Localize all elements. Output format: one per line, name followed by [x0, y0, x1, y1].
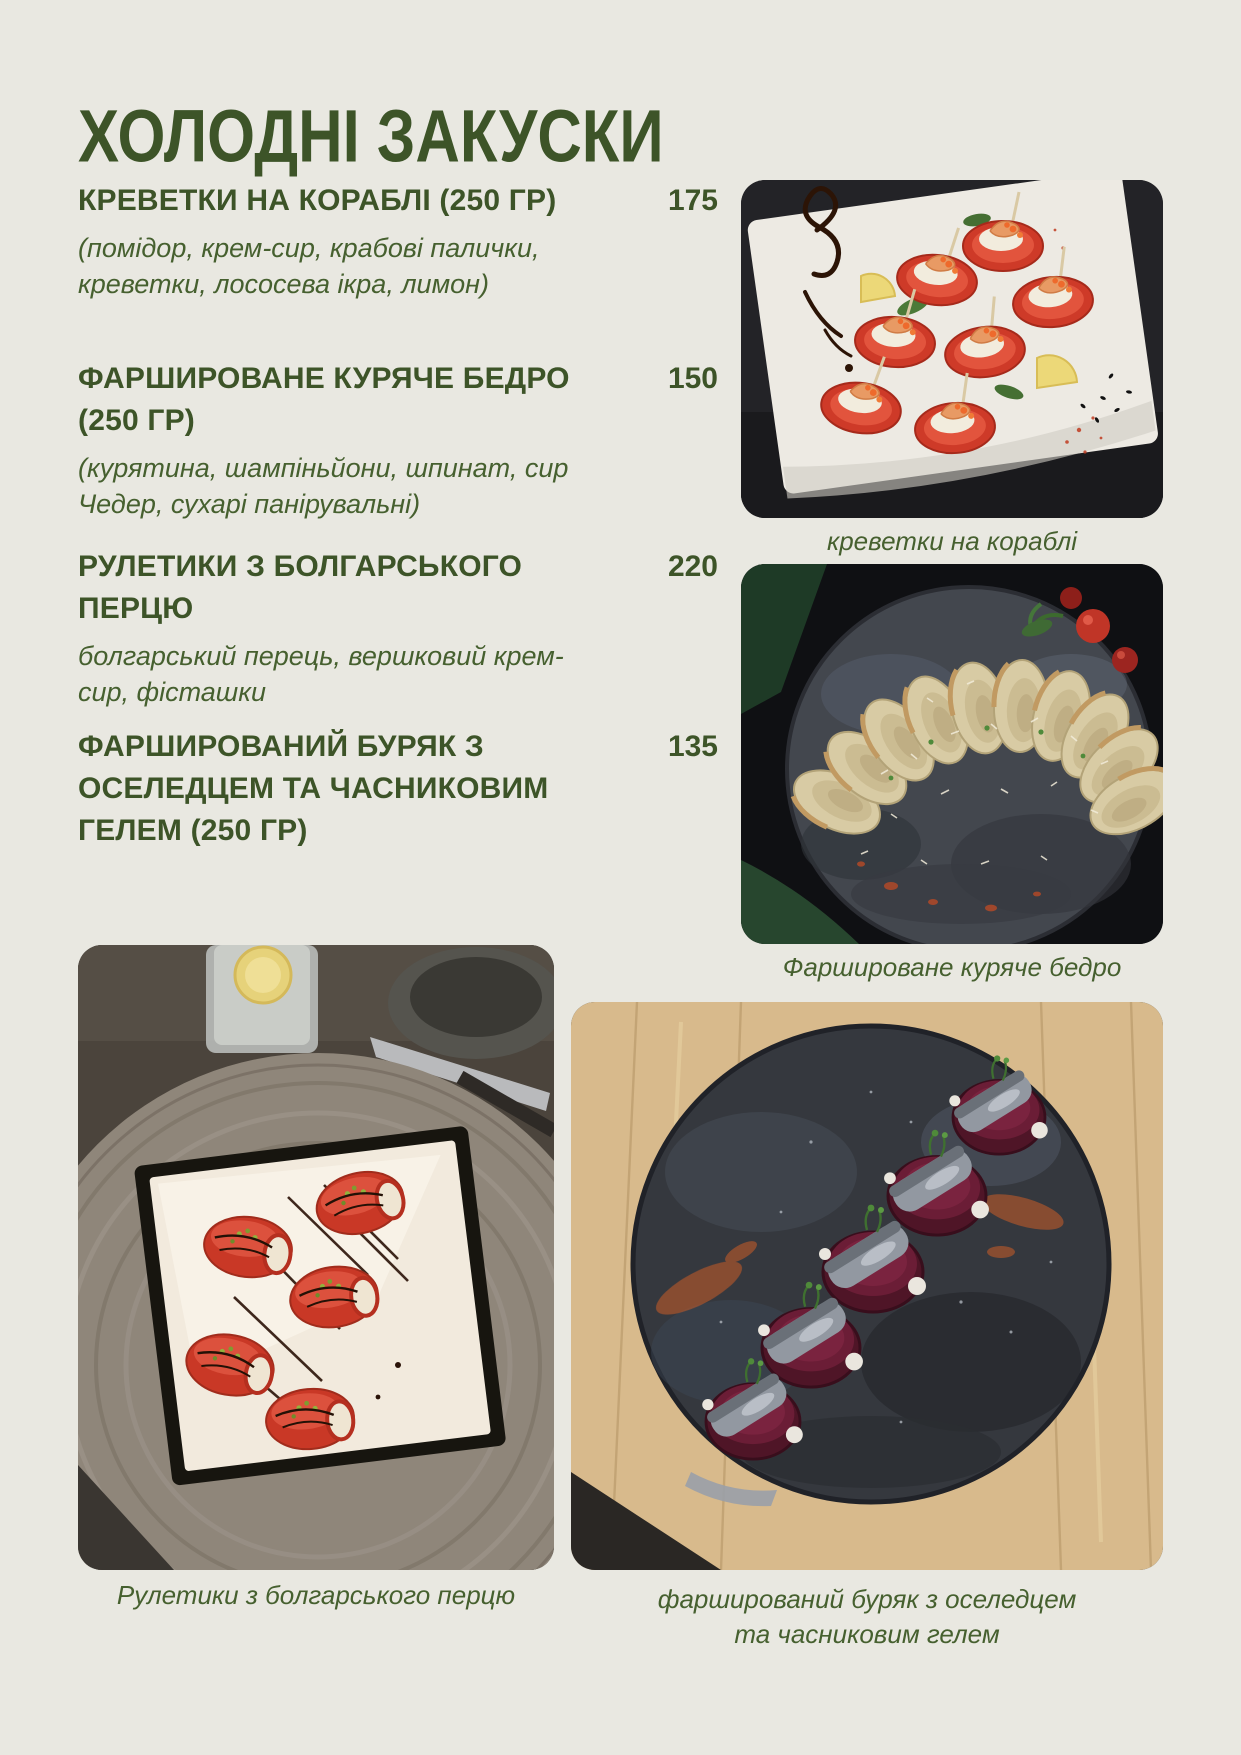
photo-pepper-rolls [78, 945, 554, 1570]
photo-stuffed-chicken-thigh [741, 564, 1163, 944]
menu-item-chicken [78, 358, 718, 522]
menu-item-name: ФАРШИРОВАНЕ КУРЯЧЕ БЕДРО (250 ГР) [78, 362, 570, 437]
menu-item-description: (помідор, крем-сир, крабові палички, креветки, лососева ікра, лимон) [78, 233, 540, 299]
menu-item-beet [78, 726, 718, 852]
photo-shrimp-on-ship [741, 180, 1163, 518]
page-title: ХОЛОДНІ ЗАКУСКИ [78, 94, 664, 178]
shrimp-photo-illustration [741, 180, 1163, 518]
photo-caption-text: фарширований буряк з оселедцем та часниковим гелем [657, 1584, 1077, 1649]
chicken-photo-illustration [741, 564, 1163, 944]
menu-item-price: 175 [667, 184, 718, 217]
menu-item-description: (курятина, шампіньйони, шпинат, сир Чедер, сухарі панірувальні) [78, 453, 569, 519]
pepper-rolls-photo-illustration [78, 945, 554, 1570]
photo-caption: Рулетики з болгарського перцю [116, 1580, 516, 1610]
photo-caption: Фаршироване куряче бедро [782, 952, 1122, 982]
menu-item-pepper-rolls [78, 546, 718, 710]
photo-caption: креветки на кораблі [826, 526, 1078, 556]
glass-with-lemon [206, 945, 318, 1053]
photo-caption [571, 1582, 1163, 1652]
menu-item-shrimp [78, 180, 718, 302]
menu-item-name: ФАРШИРОВАНИЙ БУРЯК З ОСЕЛЕДЦЕМ ТА ЧАСНИКОВИМ ГЕЛЕМ (250 ГР) [78, 730, 549, 847]
menu-item-name: КРЕВЕТКИ НА КОРАБЛІ (250 ГР) [78, 184, 557, 217]
menu-item-price: 220 [667, 550, 718, 583]
menu-item-name: РУЛЕТИКИ З БОЛГАРСЬКОГО ПЕРЦЮ [78, 550, 523, 625]
menu-item-price: 135 [667, 730, 718, 763]
photo-beet-with-herring [571, 1002, 1163, 1570]
menu-item-price: 150 [667, 362, 718, 395]
beet-photo-illustration [571, 1002, 1163, 1570]
menu-item-description: болгарський перець, вершковий крем-сир, фісташки [78, 641, 564, 707]
